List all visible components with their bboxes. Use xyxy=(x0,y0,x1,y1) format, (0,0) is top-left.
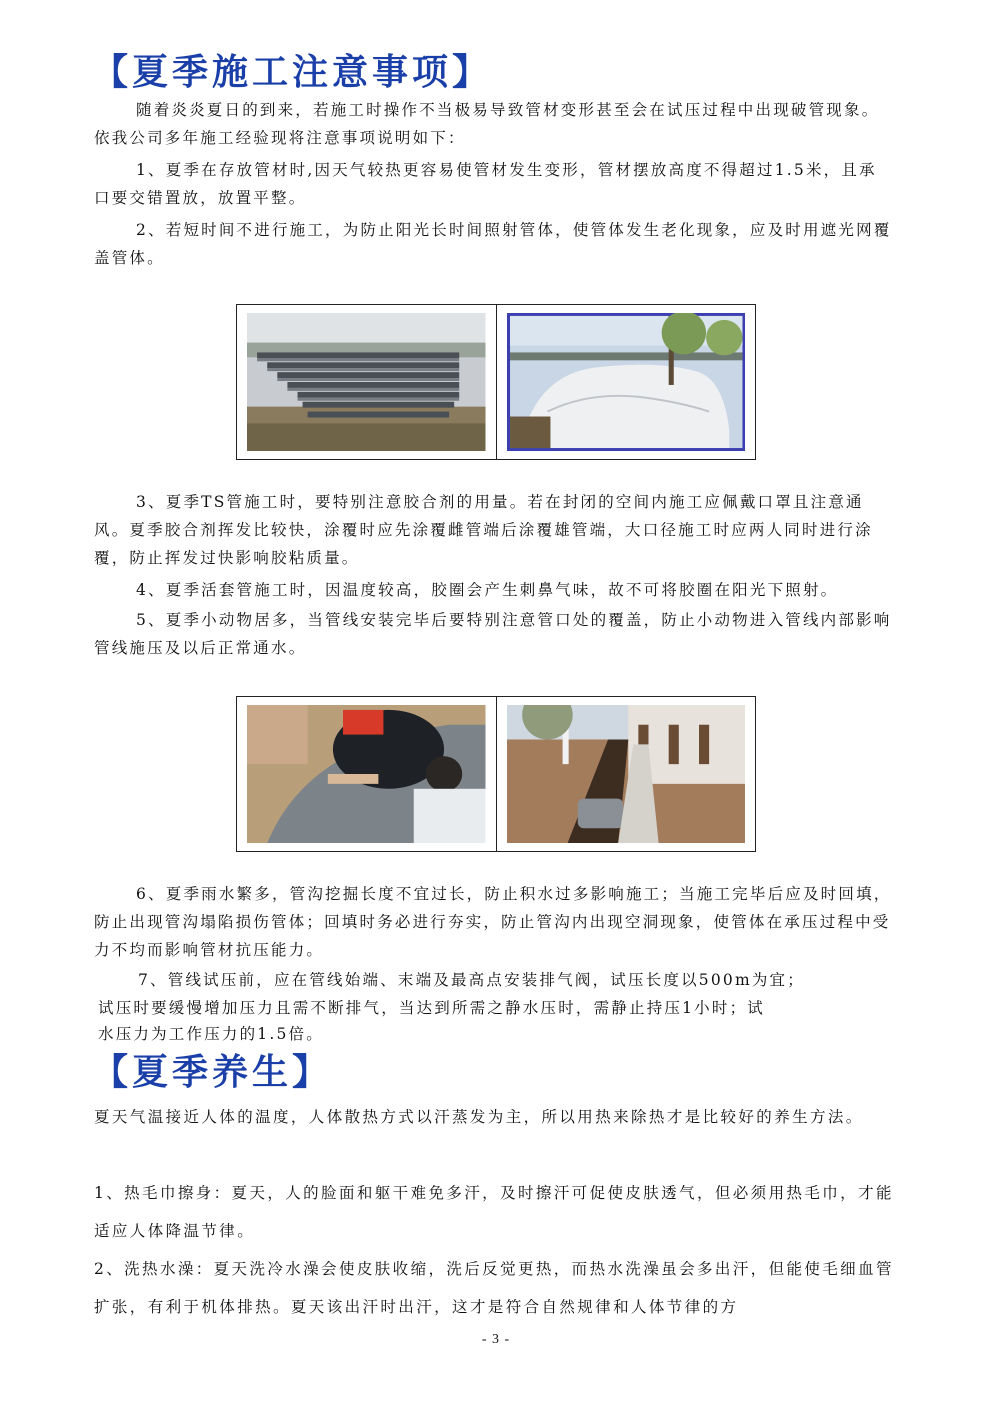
trench-pipe-photo xyxy=(507,705,746,843)
note-item-7-line-2: 试压时要缓慢增加压力且需不断排气，当达到所需之静水压时，需静止持压1小时；试 xyxy=(98,999,765,1017)
photo-cell xyxy=(497,697,756,851)
photo-cell xyxy=(237,697,497,851)
intro-paragraph: 随着炎炎夏日的到来，若施工时操作不当极易导致管材变形甚至会在试压过程中出现破管现象。依我公司多年施工经验现将注意事项说明如下： xyxy=(94,101,880,147)
photo-table-2 xyxy=(236,696,756,852)
stacked-pipes-photo xyxy=(247,313,486,451)
note-item-2: 2、若短时间不进行施工，为防止阳光长时间照射管体，使管体发生老化现象，应及时用遮光网覆盖管体。 xyxy=(94,221,892,267)
note-item-3: 3、夏季TS管施工时，要特别注意胶合剂的用量。若在封闭的空间内施工应佩戴口罩且注意通风。夏季胶合剂挥发比较快，涂覆时应先涂覆雌管端后涂覆雄管端，大口径施工时应两人同时进行涂覆，防止挥发过快影响胶粘质量。 xyxy=(94,493,873,567)
health-intro: 夏天气温接近人体的温度，人体散热方式以汗蒸发为主，所以用热来除热才是比较好的养生方法。 xyxy=(94,1108,864,1126)
section-title-summer-construction: 【夏季施工注意事项】 xyxy=(92,51,493,93)
note-item-5: 5、夏季小动物居多，当管线安装完毕后要特别注意管口处的覆盖，防止小动物进入管线内部影响管线施压及以后正常通水。 xyxy=(94,611,892,657)
note-item-1: 1、夏季在存放管材时,因天气较热更容易使管材发生变形，管材摆放高度不得超过1.5米，且承口要交错置放，放置平整。 xyxy=(94,161,877,207)
note-item-6: 6、夏季雨水繁多，管沟挖掘长度不宜过长，防止积水过多影响施工；当施工完毕后应及时回填，防止出现管沟塌陷损伤管体；回填时务必进行夯实，防止管沟内出现空洞现象，使管体在承压过程中受力不均而影响管材抗压能力。 xyxy=(94,885,892,959)
page-number: - 3 - xyxy=(481,1332,511,1347)
note-item-7-line-3: 水压力为工作压力的1.5倍。 xyxy=(98,1025,324,1043)
section-title-summer-health: 【夏季养生】 xyxy=(92,1051,333,1093)
note-item-4: 4、夏季活套管施工时，因温度较高，胶圈会产生刺鼻气味，故不可将胶圈在阳光下照射。 xyxy=(136,581,839,599)
glue-application-photo xyxy=(247,705,486,843)
photo-cell xyxy=(497,305,756,459)
photo-cell xyxy=(237,305,497,459)
note-item-7-line-1: 7、管线试压前，应在管线始端、末端及最高点安装排气阀，试压长度以500m为宜； xyxy=(138,971,805,989)
photo-table-1 xyxy=(236,304,756,460)
health-item-1: 1、热毛巾擦身：夏天，人的脸面和躯干难免多汗，及时擦汗可促使皮肤透气，但必须用热毛巾，才能适应人体降温节律。 xyxy=(94,1184,894,1240)
health-item-2: 2、洗热水澡：夏天洗冷水澡会使皮肤收缩，洗后反觉更热，而热水洗澡虽会多出汗，但能使毛细血管扩张，有利于机体排热。夏天该出汗时出汗，这才是符合自然规律和人体节律的方 xyxy=(94,1260,894,1316)
covered-pipes-photo xyxy=(507,313,746,451)
